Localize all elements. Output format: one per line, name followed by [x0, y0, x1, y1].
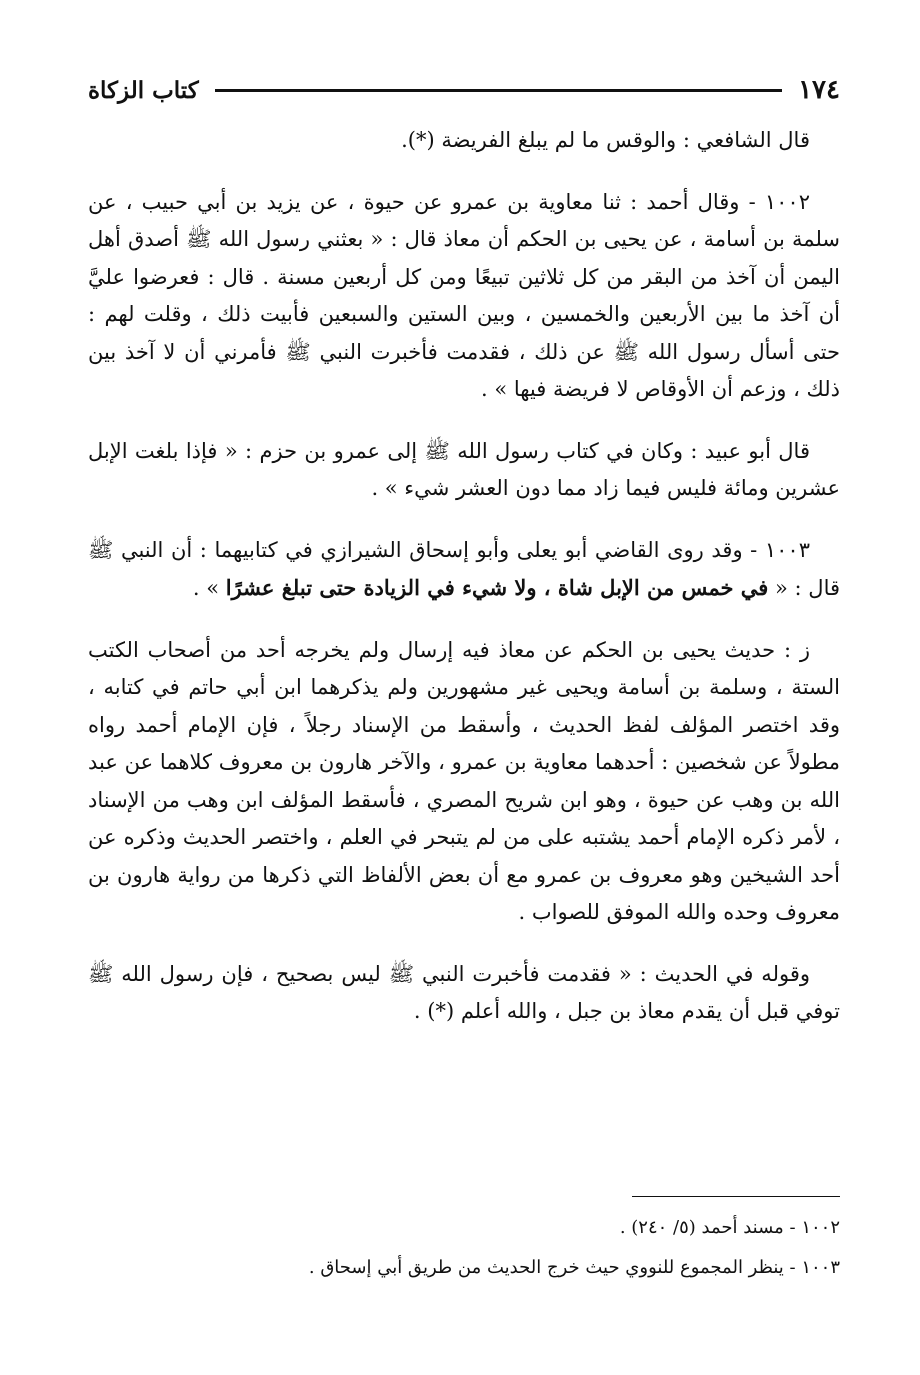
page-number: ١٧٤ [798, 75, 840, 105]
hadith-1003-intro: ١٠٠٣ - وقد روى القاضي أبو يعلى وأبو إسحاق الشيرازي في كتابيهما : أن النبي ﷺ قال : « [88, 537, 840, 600]
footnote-1003: ١٠٠٣ - ينظر المجموع للنووي حيث خرج الحديث من طريق أبي إسحاق . [308, 1257, 840, 1278]
page-header [88, 70, 840, 110]
chapter-title: كتاب الزكاة [88, 76, 199, 104]
paragraph-shafii: قال الشافعي : والوقس ما لم يبلغ الفريضة (*). [401, 128, 810, 152]
hadith-1003-quote: في خمس من الإبل شاة ، ولا شيء في الزيادة حتى تبلغ عشرًا [225, 575, 769, 600]
footnote-rule [632, 1196, 840, 1197]
body-text [88, 122, 840, 1031]
paragraph-hadith-1003 [88, 532, 840, 608]
paragraph-commentary: ز : حديث يحيى بن الحكم عن معاذ فيه إرسال ولم يخرجه أحد من أصحاب الكتب الستة ، وسلمة بن أسامة ويحيى غير مشهورين ولم يذكرهما ابن أبي حاتم في كتابه ، وقد اختصر المؤلف لفظ الحديث ، وأسقط من الإسناد رجلاً ، فإن الإمام أحمد رواه مطولاً عن شخصين : أحدهما معاوية بن عمرو ، والآخر هارون بن معروف كلاهما عن عبد الله بن وهب عن حيوة ، وهو ابن شريح المصري ، فأسقط المؤلف ابن وهب من الإسناد ، لأمر ذكره الإمام أحمد يشتبه على من لم يتبحر في العلم ، واختصر الحديث وذكره عن أحد الشيخين وهو معروف بن عمرو مع أن بعض الألفاظ التي ذكرها من رواية هارون بن معروف وحده والله الموفق للصواب . [88, 637, 840, 924]
header-rule [215, 89, 782, 92]
footnotes [88, 1208, 840, 1288]
paragraph-hadith-1002: ١٠٠٢ - وقال أحمد : ثنا معاوية بن عمرو عن حيوة ، عن يزيد بن أبي حبيب ، عن سلمة بن أسامة ، عن يحيى بن الحكم أن معاذ قال : « بعثني رسول الله ﷺ أصدق أهل اليمن أن آخذ من البقر من كل ثلاثين تبيعًا ومن كل أربعين مسنة . قال : فعرضوا عليَّ أن آخذ ما بين الأربعين والخمسين ، وبين الستين والسبعين فأبيت ذلك ، وقلت لهم : حتى أسأل رسول الله ﷺ عن ذلك ، فقدمت فأخبرت النبي ﷺ فأمرني أن لا آخذ بين ذلك ، وزعم أن الأوقاص لا فريضة فيها » . [88, 189, 840, 401]
paragraph-closing: وقوله في الحديث : « فقدمت فأخبرت النبي ﷺ ليس بصحيح ، فإن رسول الله ﷺ توفي قبل أن يقدم معاذ بن جبل ، والله أعلم (*) . [88, 961, 840, 1023]
paragraph-abu-ubaid: قال أبو عبيد : وكان في كتاب رسول الله ﷺ إلى عمرو بن حزم : « فإذا بلغت الإبل عشرين ومائة فليس فيما زاد مما دون العشر شيء » . [88, 438, 840, 500]
footnote-1002: ١٠٠٢ - مسند أحمد (٥/ ٢٤٠) . [619, 1217, 840, 1238]
hadith-1003-close: » . [192, 576, 220, 600]
document-page [88, 70, 840, 1320]
